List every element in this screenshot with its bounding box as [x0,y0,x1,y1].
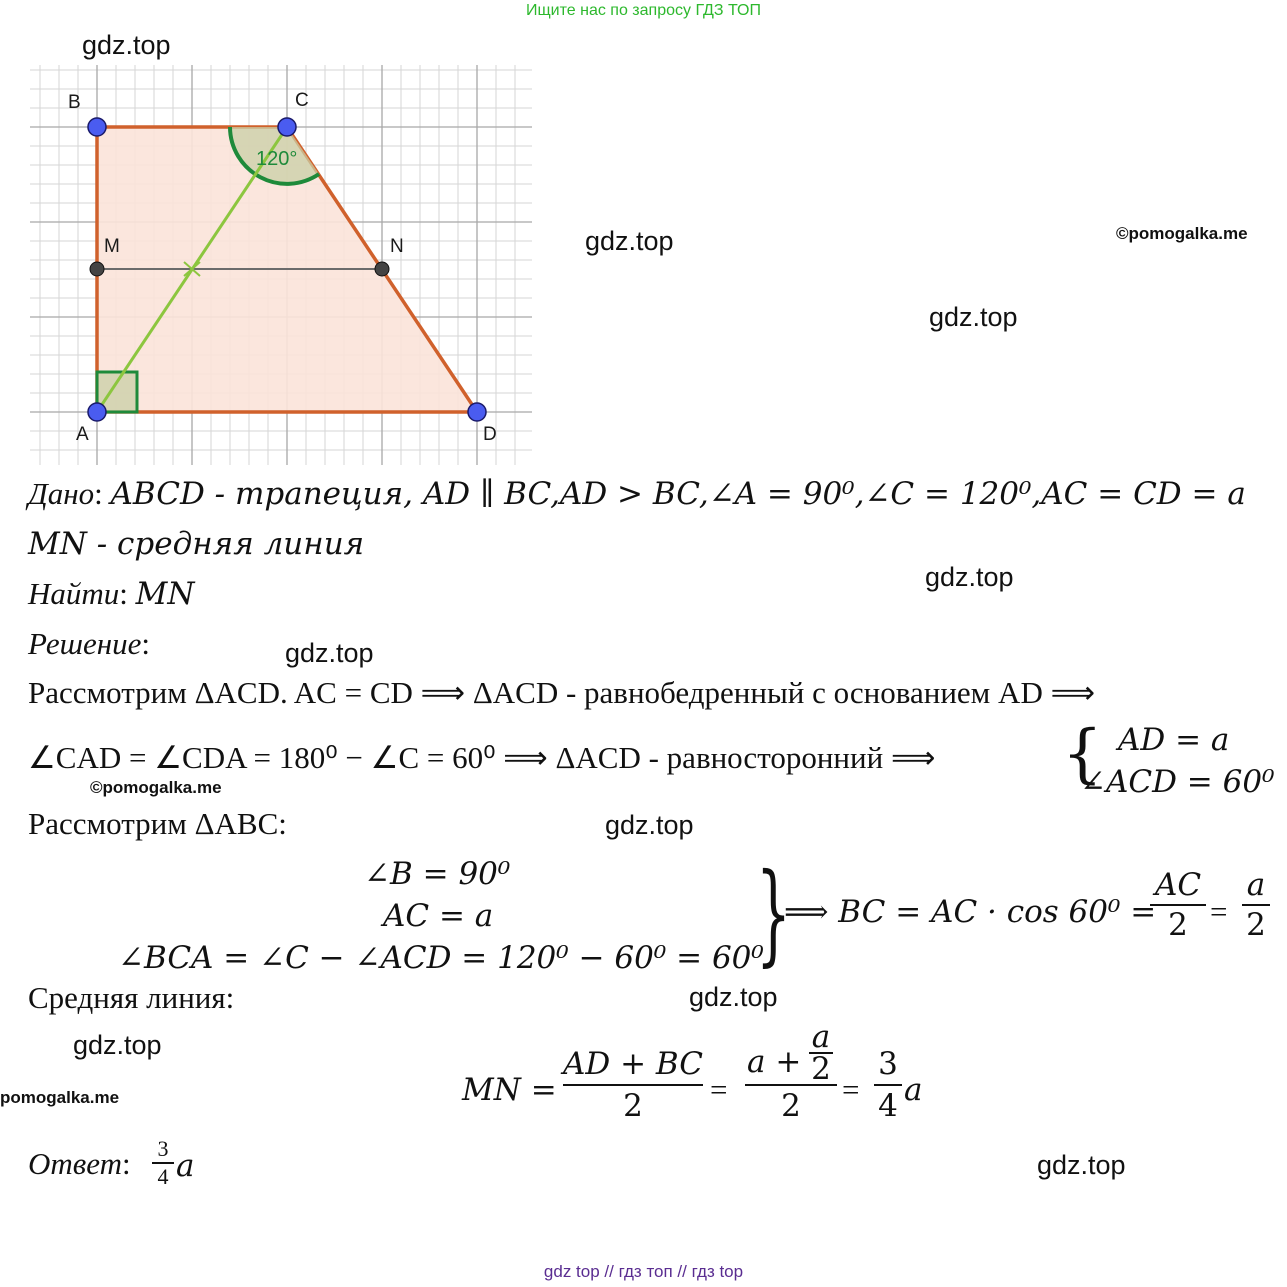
frac-a-over-2: a 2 [1242,866,1270,944]
system-2-brace: } [756,849,791,977]
point-b [88,118,106,136]
watermark-gdz: gdz.top [82,30,171,60]
label-m: M [104,236,120,257]
system-2-c: ∠BCA = ∠C − ∠ACD = 120⁰ − 60⁰ = 60⁰ [118,940,764,976]
system-2-result: ⟹ BC = AC · cos 60⁰ = [784,894,1157,930]
answer-label: Ответ [28,1146,122,1181]
frac-ac-over-2: AC 2 [1150,866,1206,944]
point-d [468,403,486,421]
solution-step-1: Рассмотрим ΔACD. AC = CD ⟹ ΔACD - равнобедренный с основанием AD ⟹ [28,675,1096,710]
solution-step-3: Рассмотрим ΔABC: [28,806,287,841]
point-n [375,262,389,276]
watermark-gdz: gdz.top [929,302,1018,332]
system-1-b: ∠ACD = 60⁰ [1080,764,1275,800]
label-c: C [295,90,309,111]
given-line: Дано: ABCD - трапеция, AD ∥ BC,AD > BC,∠A = 90⁰,∠C = 120⁰,AC = CD = a [28,476,1246,512]
trapezoid-figure [0,0,560,470]
mn-frac-1: AD + BC 2 [563,1046,703,1124]
watermark-gdz: gdz.top [73,1030,162,1060]
system-1-brace: { [1062,717,1103,791]
watermark-gdz: gdz.top [1037,1150,1126,1180]
label-a: A [76,424,89,445]
find-line: Найти: MN [28,576,195,612]
mn-frac-3-4: 3 4 [874,1044,902,1126]
watermark-gdz: gdz.top [925,562,1014,592]
given-label: Дано [28,476,95,511]
answer-line: Ответ: [28,1146,131,1181]
solution-label: Решение: [28,626,150,661]
watermark-gdz: gdz.top [689,982,778,1012]
answer-a: a [176,1148,195,1184]
label-b: B [68,92,81,113]
given-text: ABCD - трапеция, AD ∥ BC,AD > BC,∠A = 90⁰,∠C = 120⁰,AC = CD = a [110,476,1246,512]
angle-label: 120° [256,148,298,170]
watermark-pomogalka: pomogalka.me [0,1088,120,1107]
watermark-gdz: gdz.top [605,810,694,840]
mn-frac-2: a + a 2 2 [745,1022,837,1126]
mn-lhs: MN = [462,1072,557,1108]
given-line-2: MN - средняя линия [28,526,365,562]
solution-step-2: ∠CAD = ∠CDA = 180⁰ − ∠C = 60⁰ ⟹ ΔACD - равносторонний ⟹ [28,740,936,775]
answer-frac: 3 4 [152,1136,174,1190]
watermark-pomogalka: ©pomogalka.me [90,778,222,797]
watermark-gdz: gdz.top [285,638,374,668]
system-2-b: AC = a [383,898,494,934]
system-2-a: ∠B = 90⁰ [364,856,511,892]
midline-label: Средняя линия: [28,980,235,1015]
search-note: Ищите нас по запросу ГДЗ ТОП [526,2,761,19]
footer-links[interactable]: gdz top // гдз топ // гдз top [543,1262,744,1281]
watermark-gdz: gdz.top [585,226,674,256]
point-c [278,118,296,136]
label-n: N [390,236,404,257]
system-1-a: AD = a [1118,722,1230,758]
label-d: D [483,424,497,445]
find-label: Найти [28,576,120,611]
point-m [90,262,104,276]
point-a [88,403,106,421]
watermark-pomogalka: ©pomogalka.me [1116,224,1248,243]
